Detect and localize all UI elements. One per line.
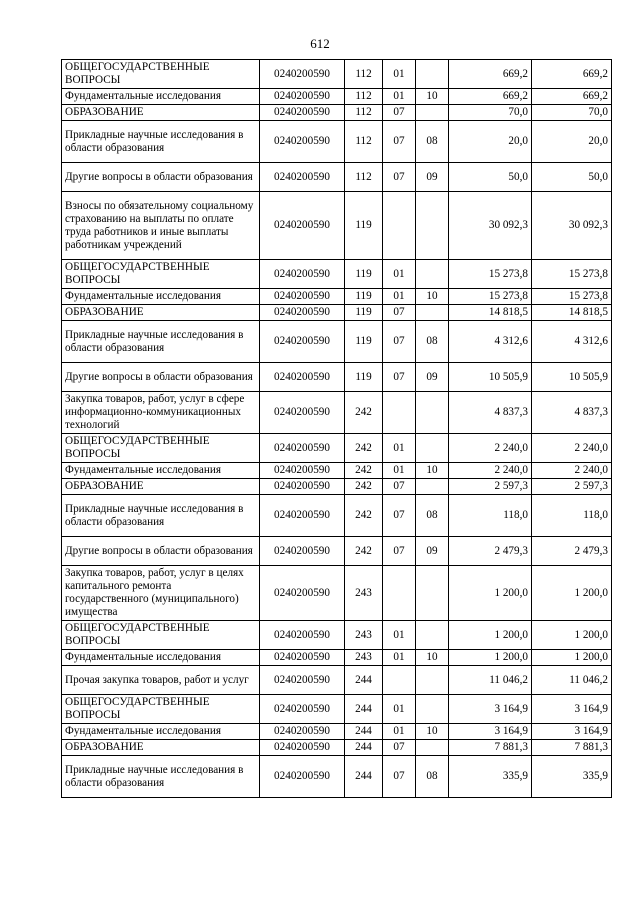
row-name: Другие вопросы в области образования	[62, 537, 260, 566]
row-name: ОБЩЕГОСУДАРСТВЕННЫЕ ВОПРОСЫ	[62, 695, 260, 724]
table-row	[62, 363, 612, 392]
row-value-1: 20,0	[449, 121, 532, 163]
row-code: 0240200590	[260, 121, 345, 163]
row-code: 0240200590	[260, 289, 345, 305]
row-subsection: 10	[416, 724, 449, 740]
row-value-1: 1 200,0	[449, 650, 532, 666]
row-value-1: 30 092,3	[449, 192, 532, 260]
row-expense-type: 243	[345, 621, 383, 650]
table-row	[62, 621, 612, 650]
row-value-1: 7 881,3	[449, 740, 532, 756]
row-subsection	[416, 192, 449, 260]
row-code: 0240200590	[260, 495, 345, 537]
table-row	[62, 479, 612, 495]
row-section: 01	[383, 695, 416, 724]
row-expense-type: 242	[345, 479, 383, 495]
row-name: ОБРАЗОВАНИЕ	[62, 479, 260, 495]
row-code: 0240200590	[260, 724, 345, 740]
row-value-2: 50,0	[532, 163, 612, 192]
row-value-1: 15 273,8	[449, 289, 532, 305]
row-section: 07	[383, 321, 416, 363]
table-row	[62, 163, 612, 192]
row-value-1: 10 505,9	[449, 363, 532, 392]
row-code: 0240200590	[260, 666, 345, 695]
row-name: Фундаментальные исследования	[62, 650, 260, 666]
table-row	[62, 60, 612, 89]
row-expense-type: 242	[345, 434, 383, 463]
table-row	[62, 289, 612, 305]
row-code: 0240200590	[260, 392, 345, 434]
table-row	[62, 260, 612, 289]
row-value-1: 4 837,3	[449, 392, 532, 434]
row-name: Закупка товаров, работ, услуг в целях капитального ремонта государственного (муниципального) имущества	[62, 566, 260, 621]
row-code: 0240200590	[260, 89, 345, 105]
budget-table	[61, 59, 612, 798]
row-value-1: 4 312,6	[449, 321, 532, 363]
row-expense-type: 119	[345, 260, 383, 289]
row-name: Прикладные научные исследования в области образования	[62, 756, 260, 798]
row-name: ОБЩЕГОСУДАРСТВЕННЫЕ ВОПРОСЫ	[62, 60, 260, 89]
row-subsection: 08	[416, 756, 449, 798]
row-subsection: 10	[416, 650, 449, 666]
row-subsection: 08	[416, 121, 449, 163]
row-name: Прочая закупка товаров, работ и услуг	[62, 666, 260, 695]
row-value-1: 669,2	[449, 60, 532, 89]
row-expense-type: 244	[345, 695, 383, 724]
row-value-1: 669,2	[449, 89, 532, 105]
row-value-2: 335,9	[532, 756, 612, 798]
row-code: 0240200590	[260, 163, 345, 192]
row-expense-type: 244	[345, 666, 383, 695]
table-row	[62, 392, 612, 434]
table-row	[62, 666, 612, 695]
row-name: Другие вопросы в области образования	[62, 163, 260, 192]
row-expense-type: 119	[345, 192, 383, 260]
row-value-2: 3 164,9	[532, 724, 612, 740]
row-expense-type: 119	[345, 305, 383, 321]
row-expense-type: 112	[345, 121, 383, 163]
row-value-1: 3 164,9	[449, 724, 532, 740]
table-row	[62, 434, 612, 463]
row-code: 0240200590	[260, 321, 345, 363]
row-expense-type: 242	[345, 463, 383, 479]
page-number: 612	[310, 36, 330, 51]
table-row	[62, 566, 612, 621]
row-subsection	[416, 695, 449, 724]
row-name: Прикладные научные исследования в области образования	[62, 121, 260, 163]
row-name: ОБРАЗОВАНИЕ	[62, 305, 260, 321]
row-section: 07	[383, 756, 416, 798]
row-subsection	[416, 479, 449, 495]
row-name: Закупка товаров, работ, услуг в сфере информационно-коммуникационных технологий	[62, 392, 260, 434]
row-value-2: 1 200,0	[532, 650, 612, 666]
row-code: 0240200590	[260, 363, 345, 392]
row-subsection	[416, 105, 449, 121]
row-code: 0240200590	[260, 60, 345, 89]
row-value-2: 4 312,6	[532, 321, 612, 363]
row-name: Фундаментальные исследования	[62, 463, 260, 479]
row-section: 01	[383, 60, 416, 89]
row-value-2: 1 200,0	[532, 566, 612, 621]
row-name: ОБЩЕГОСУДАРСТВЕННЫЕ ВОПРОСЫ	[62, 260, 260, 289]
table-row	[62, 537, 612, 566]
row-expense-type: 243	[345, 566, 383, 621]
row-value-1: 1 200,0	[449, 621, 532, 650]
row-value-1: 15 273,8	[449, 260, 532, 289]
table-row	[62, 756, 612, 798]
table-row	[62, 105, 612, 121]
row-code: 0240200590	[260, 756, 345, 798]
row-section: 01	[383, 260, 416, 289]
row-value-1: 11 046,2	[449, 666, 532, 695]
row-subsection	[416, 434, 449, 463]
row-section: 07	[383, 105, 416, 121]
row-code: 0240200590	[260, 192, 345, 260]
table-row	[62, 695, 612, 724]
row-value-2: 30 092,3	[532, 192, 612, 260]
row-subsection: 09	[416, 537, 449, 566]
row-subsection: 10	[416, 89, 449, 105]
row-section: 07	[383, 740, 416, 756]
table-row	[62, 305, 612, 321]
row-section: 07	[383, 479, 416, 495]
row-name: Другие вопросы в области образования	[62, 363, 260, 392]
row-section: 01	[383, 621, 416, 650]
row-value-1: 1 200,0	[449, 566, 532, 621]
row-name: Взносы по обязательному социальному страхованию на выплаты по оплате труда работников и иные выплаты работникам учреждений	[62, 192, 260, 260]
table-row	[62, 89, 612, 105]
row-value-2: 669,2	[532, 60, 612, 89]
row-value-1: 2 479,3	[449, 537, 532, 566]
row-section	[383, 392, 416, 434]
row-value-1: 2 240,0	[449, 434, 532, 463]
table-row	[62, 495, 612, 537]
row-expense-type: 242	[345, 392, 383, 434]
row-code: 0240200590	[260, 695, 345, 724]
table-row	[62, 192, 612, 260]
row-value-2: 118,0	[532, 495, 612, 537]
row-code: 0240200590	[260, 260, 345, 289]
row-code: 0240200590	[260, 479, 345, 495]
row-value-2: 1 200,0	[532, 621, 612, 650]
row-section: 07	[383, 305, 416, 321]
row-value-2: 15 273,8	[532, 289, 612, 305]
row-section	[383, 666, 416, 695]
table-row	[62, 740, 612, 756]
row-value-2: 4 837,3	[532, 392, 612, 434]
row-section: 07	[383, 537, 416, 566]
row-code: 0240200590	[260, 740, 345, 756]
table-row	[62, 321, 612, 363]
row-subsection	[416, 305, 449, 321]
row-value-2: 2 597,3	[532, 479, 612, 495]
row-subsection	[416, 60, 449, 89]
row-expense-type: 112	[345, 105, 383, 121]
row-value-2: 15 273,8	[532, 260, 612, 289]
row-section: 01	[383, 650, 416, 666]
row-section: 07	[383, 495, 416, 537]
row-code: 0240200590	[260, 566, 345, 621]
row-value-1: 335,9	[449, 756, 532, 798]
row-subsection	[416, 621, 449, 650]
row-code: 0240200590	[260, 105, 345, 121]
row-name: ОБРАЗОВАНИЕ	[62, 740, 260, 756]
row-subsection: 08	[416, 495, 449, 537]
row-code: 0240200590	[260, 537, 345, 566]
row-name: ОБЩЕГОСУДАРСТВЕННЫЕ ВОПРОСЫ	[62, 434, 260, 463]
row-section: 07	[383, 163, 416, 192]
row-value-2: 2 240,0	[532, 434, 612, 463]
row-value-2: 11 046,2	[532, 666, 612, 695]
row-expense-type: 112	[345, 89, 383, 105]
row-section: 01	[383, 434, 416, 463]
row-subsection	[416, 260, 449, 289]
table-row	[62, 463, 612, 479]
row-value-2: 70,0	[532, 105, 612, 121]
row-value-1: 70,0	[449, 105, 532, 121]
row-subsection	[416, 740, 449, 756]
row-code: 0240200590	[260, 621, 345, 650]
row-code: 0240200590	[260, 434, 345, 463]
row-expense-type: 119	[345, 321, 383, 363]
row-section: 01	[383, 463, 416, 479]
row-value-1: 14 818,5	[449, 305, 532, 321]
row-name: Прикладные научные исследования в области образования	[62, 321, 260, 363]
row-value-2: 10 505,9	[532, 363, 612, 392]
row-value-2: 7 881,3	[532, 740, 612, 756]
row-expense-type: 112	[345, 60, 383, 89]
row-value-2: 3 164,9	[532, 695, 612, 724]
row-expense-type: 243	[345, 650, 383, 666]
row-name: Фундаментальные исследования	[62, 724, 260, 740]
row-code: 0240200590	[260, 650, 345, 666]
row-name: Фундаментальные исследования	[62, 289, 260, 305]
row-section: 07	[383, 363, 416, 392]
row-value-1: 2 597,3	[449, 479, 532, 495]
table-row	[62, 650, 612, 666]
row-section: 07	[383, 121, 416, 163]
row-value-1: 118,0	[449, 495, 532, 537]
row-subsection	[416, 392, 449, 434]
table-row	[62, 724, 612, 740]
row-name: ОБЩЕГОСУДАРСТВЕННЫЕ ВОПРОСЫ	[62, 621, 260, 650]
row-subsection: 09	[416, 163, 449, 192]
row-subsection: 08	[416, 321, 449, 363]
row-value-1: 3 164,9	[449, 695, 532, 724]
row-name: Фундаментальные исследования	[62, 89, 260, 105]
row-value-2: 669,2	[532, 89, 612, 105]
row-expense-type: 242	[345, 537, 383, 566]
row-code: 0240200590	[260, 305, 345, 321]
row-name: Прикладные научные исследования в области образования	[62, 495, 260, 537]
row-subsection	[416, 666, 449, 695]
row-subsection: 10	[416, 463, 449, 479]
row-section	[383, 192, 416, 260]
row-name: ОБРАЗОВАНИЕ	[62, 105, 260, 121]
row-section	[383, 566, 416, 621]
row-value-1: 2 240,0	[449, 463, 532, 479]
row-value-2: 14 818,5	[532, 305, 612, 321]
row-subsection: 10	[416, 289, 449, 305]
table-row	[62, 121, 612, 163]
row-section: 01	[383, 724, 416, 740]
row-value-2: 2 240,0	[532, 463, 612, 479]
row-value-1: 50,0	[449, 163, 532, 192]
row-section: 01	[383, 289, 416, 305]
row-expense-type: 242	[345, 495, 383, 537]
row-value-2: 20,0	[532, 121, 612, 163]
row-subsection: 09	[416, 363, 449, 392]
row-expense-type: 244	[345, 724, 383, 740]
row-expense-type: 244	[345, 756, 383, 798]
row-value-2: 2 479,3	[532, 537, 612, 566]
row-expense-type: 244	[345, 740, 383, 756]
row-expense-type: 112	[345, 163, 383, 192]
row-code: 0240200590	[260, 463, 345, 479]
row-expense-type: 119	[345, 363, 383, 392]
row-subsection	[416, 566, 449, 621]
row-section: 01	[383, 89, 416, 105]
row-expense-type: 119	[345, 289, 383, 305]
